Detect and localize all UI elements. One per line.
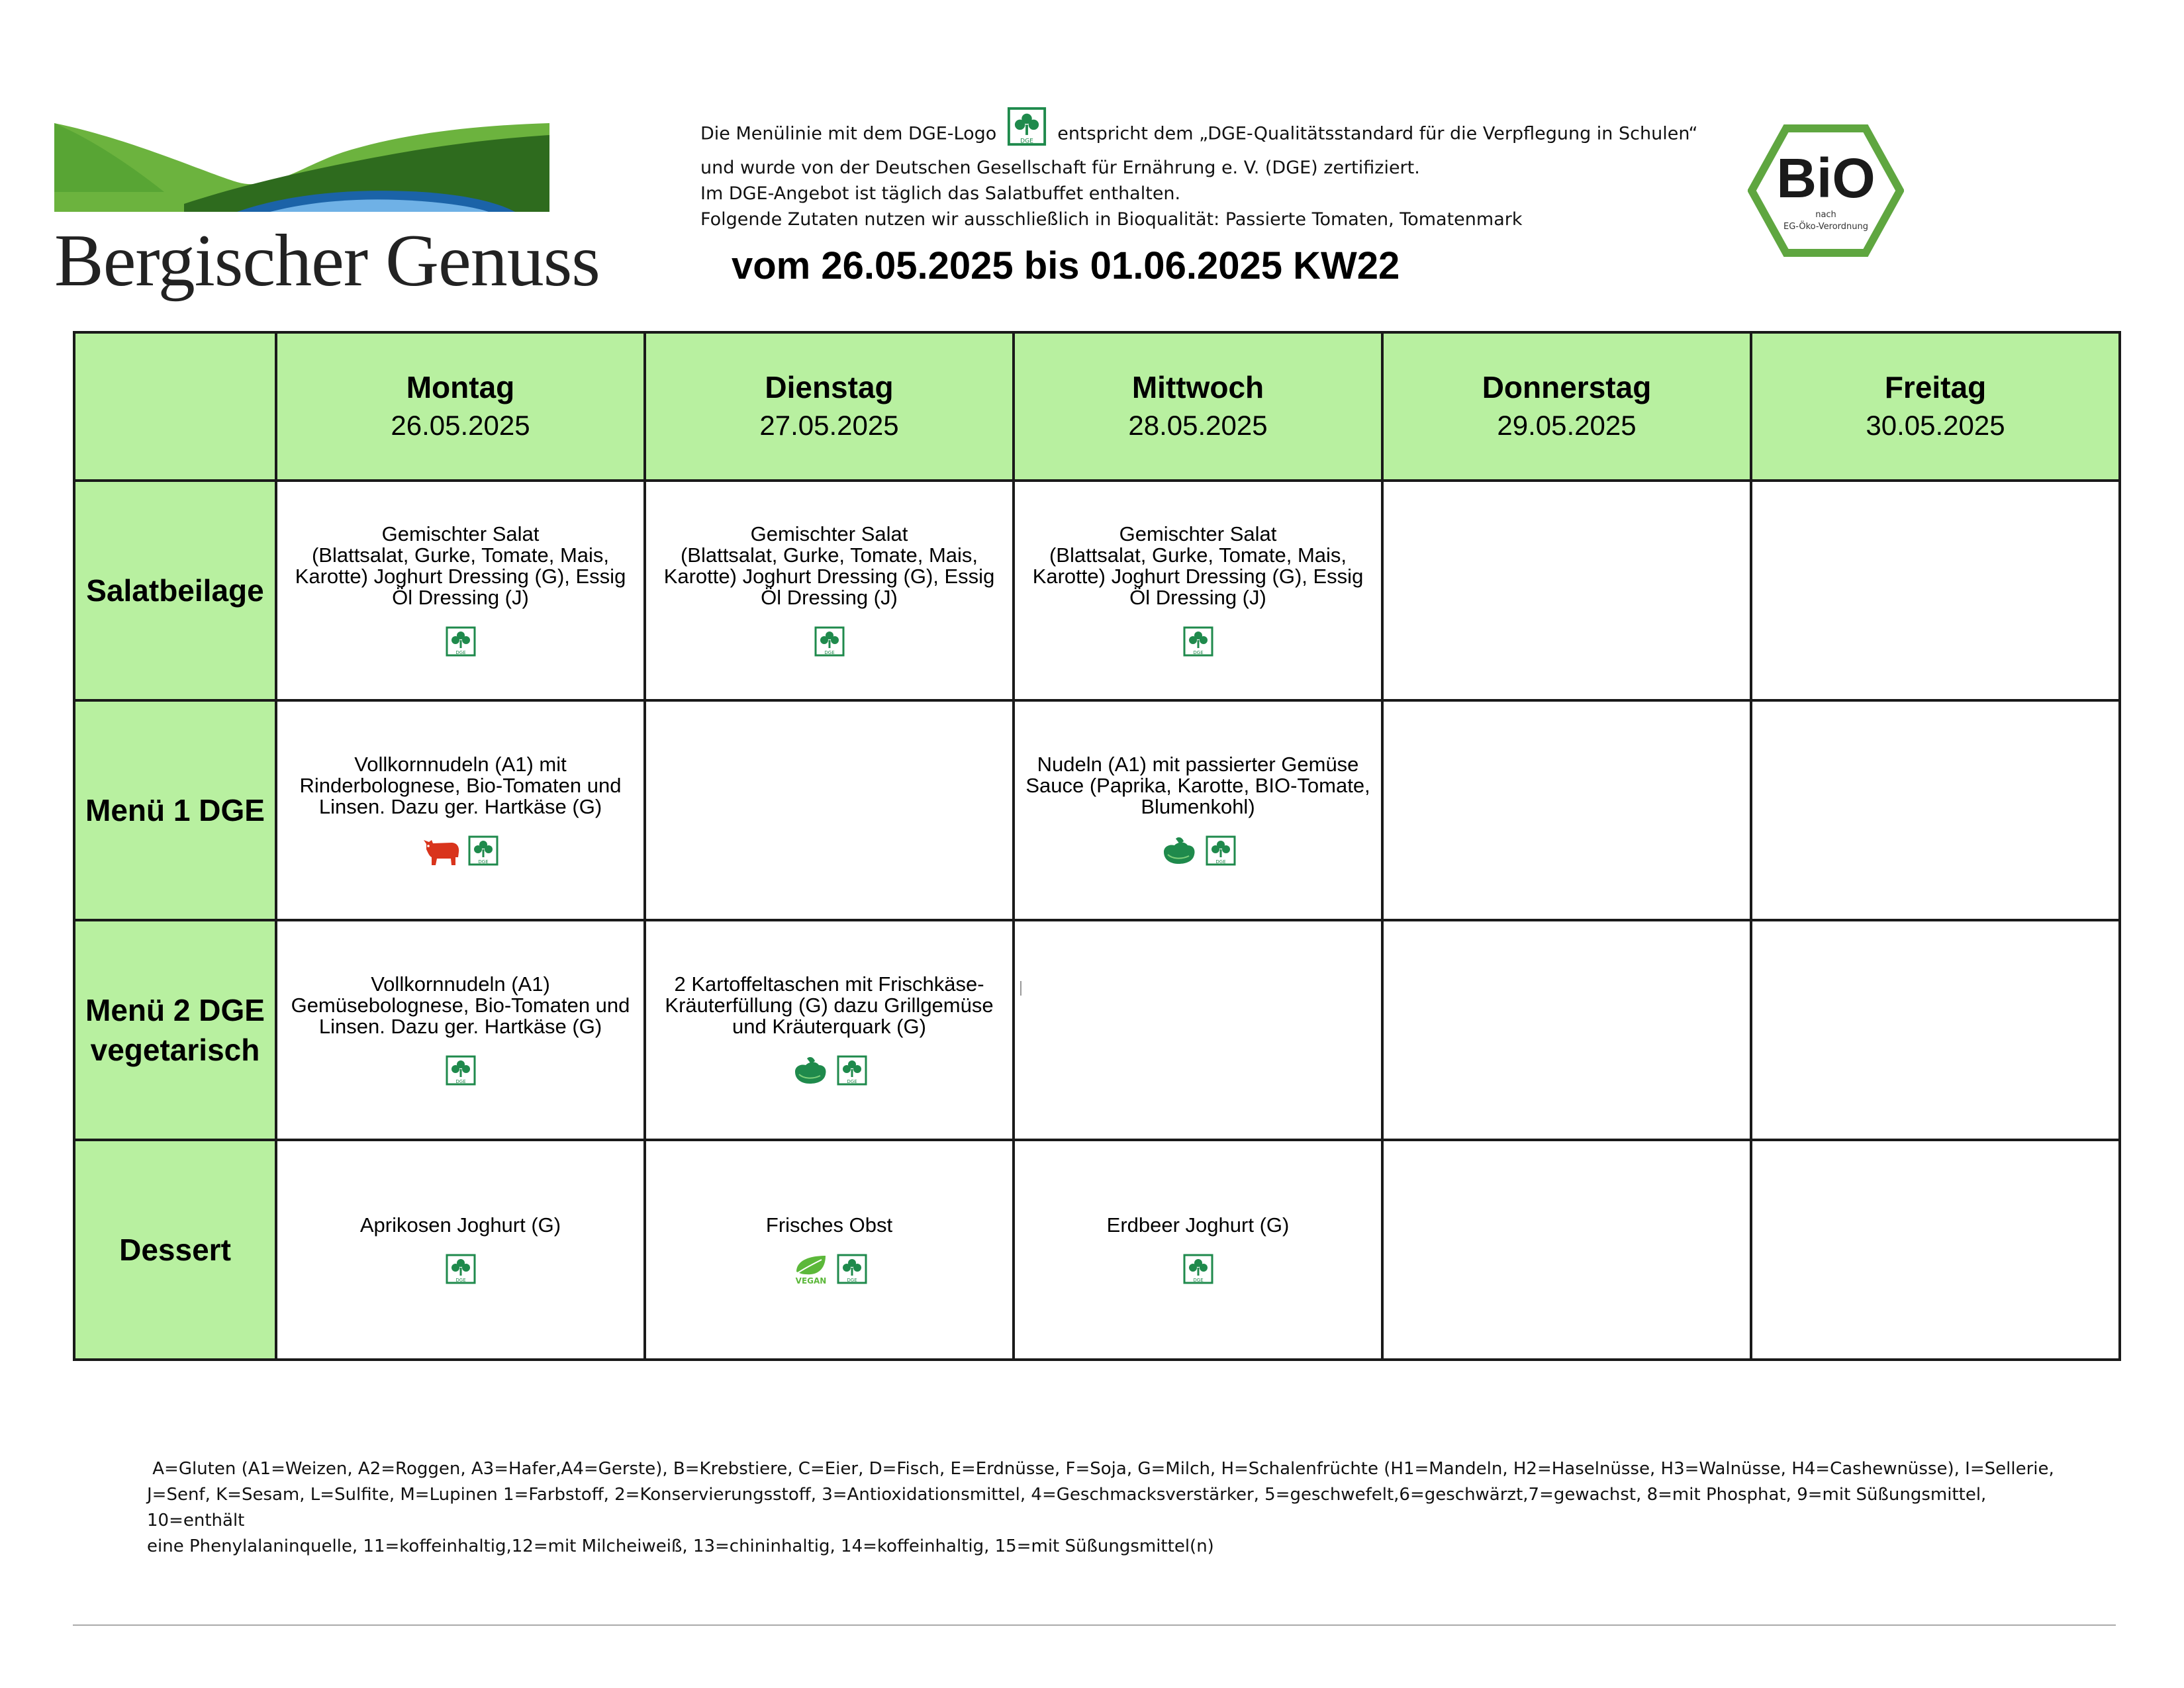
dish-icons <box>646 1253 1012 1285</box>
menu-cell <box>1014 1140 1382 1360</box>
dish-description: Nudeln (A1) mit passierter Gemüse Sauce (Paprika, Karotte, BIO-Tomate, Blumenkohl) <box>1025 753 1370 818</box>
svg-text:DGE: DGE <box>1192 650 1204 655</box>
svg-text:DGE: DGE <box>455 650 466 655</box>
menu-cell <box>1382 1140 1751 1360</box>
menu-cell <box>276 481 645 700</box>
svg-text:DGE: DGE <box>846 1278 857 1283</box>
dish-description: Erdbeer Joghurt (G) <box>1106 1213 1290 1237</box>
vegan-leaf-icon <box>791 1253 830 1285</box>
week-title: vom 26.05.2025 bis 01.06.2025 KW22 <box>732 244 1400 287</box>
menu-cell <box>1751 700 2120 920</box>
menu-cell <box>1014 481 1382 700</box>
svg-text:nach: nach <box>1815 210 1836 220</box>
menu-cell <box>1751 481 2120 700</box>
svg-text:DGE: DGE <box>455 1079 466 1084</box>
dish-description: Frisches Obst <box>765 1213 893 1237</box>
menu-cell <box>1382 700 1751 920</box>
day-header <box>276 332 645 481</box>
svg-text:EG-Öko-Verordnung: EG-Öko-Verordnung <box>1783 222 1868 232</box>
vegetables-icon <box>791 1055 830 1086</box>
dge-logo-icon <box>445 626 477 657</box>
dge-logo-icon <box>1182 1253 1214 1285</box>
day-name: Donnerstag <box>1482 370 1652 404</box>
svg-text:DGE: DGE <box>477 859 489 865</box>
menu-cell <box>1382 481 1751 700</box>
table-header-row <box>74 332 2120 481</box>
menu-cell <box>276 920 645 1140</box>
menu-row <box>74 1140 2120 1360</box>
menu-cell <box>645 920 1014 1140</box>
table-corner-cell <box>74 332 276 481</box>
dish-description: Vollkornnudeln (A1) mit Rinderbolognese, Bio-Tomaten und Linsen. Dazu ger. Hartkäse (G) <box>299 753 622 818</box>
svg-text:BiO: BiO <box>1776 147 1875 209</box>
svg-text:VEGAN: VEGAN <box>795 1276 826 1285</box>
dish-icons <box>277 835 643 867</box>
svg-text:DGE: DGE <box>1020 138 1034 145</box>
info-line-1-end: entspricht dem „DGE-Qualitätsstandard für die Verpflegung in Schulen“ <box>1057 123 1698 144</box>
logo-hills-graphic <box>52 119 555 225</box>
day-header <box>645 332 1014 481</box>
dish-description: Vollkornnudeln (A1) Gemüsebolognese, Bio-Tomaten und Linsen. Dazu ger. Hartkäse (G) <box>291 972 630 1038</box>
day-header <box>1382 332 1751 481</box>
dge-logo-icon <box>1003 106 1051 147</box>
row-label <box>74 481 276 700</box>
day-date: 28.05.2025 <box>1128 410 1268 441</box>
dish-description: Gemischter Salat (Blattsalat, Gurke, Tomate, Mais, Karotte) Joghurt Dressing (G), Essig Öl Dressing (J) <box>663 522 995 609</box>
day-name: Mittwoch <box>1131 370 1264 404</box>
text-cursor-mark <box>1020 981 1021 996</box>
day-name: Montag <box>406 370 515 404</box>
dish-icons <box>277 1055 643 1086</box>
row-label-line-1: Salatbeilage <box>86 573 264 608</box>
dish-icons <box>1015 1253 1381 1285</box>
svg-text:DGE: DGE <box>455 1278 466 1283</box>
svg-text:DGE: DGE <box>824 650 835 655</box>
menu-cell <box>1751 920 2120 1140</box>
dge-logo-icon <box>814 626 845 657</box>
dish-icons <box>1015 835 1381 867</box>
day-header <box>1751 332 2120 481</box>
menu-row <box>74 920 2120 1140</box>
row-label-line-1: Menü 2 DGE <box>85 993 265 1027</box>
allergen-line-3: eine Phenylalaninquelle, 11=koffeinhaltig,12=mit Milcheiweiß, 13=chininhaltig, 14=koffeinhaltig, 15=mit Süßungsmittel(n) <box>147 1536 1214 1556</box>
menu-cell <box>1382 920 1751 1140</box>
info-line-3: Im DGE-Angebot ist täglich das Salatbuffet enthalten. <box>700 183 1181 204</box>
allergen-legend <box>147 1456 2054 1560</box>
dish-description: Aprikosen Joghurt (G) <box>359 1213 561 1237</box>
svg-text:DGE: DGE <box>846 1079 857 1084</box>
menu-table <box>73 331 2121 1361</box>
info-line-2: und wurde von der Deutschen Gesellschaft für Ernährung e. V. (DGE) zertifiziert. <box>700 158 1420 178</box>
bottom-divider <box>73 1624 2116 1626</box>
day-date: 27.05.2025 <box>759 410 899 441</box>
menu-cell <box>276 1140 645 1360</box>
dish-icons <box>646 626 1012 657</box>
dge-logo-icon <box>445 1055 477 1086</box>
row-label <box>74 700 276 920</box>
menu-cell <box>645 481 1014 700</box>
menu-row <box>74 481 2120 700</box>
day-name: Dienstag <box>765 370 894 404</box>
dge-logo-icon <box>1182 626 1214 657</box>
row-label-line-2: vegetarisch <box>90 1033 260 1067</box>
row-label-line-1: Menü 1 DGE <box>85 793 265 827</box>
menu-cell <box>1014 920 1382 1140</box>
menu-row <box>74 700 2120 920</box>
day-date: 30.05.2025 <box>1866 410 2005 441</box>
day-date: 26.05.2025 <box>391 410 530 441</box>
day-date: 29.05.2025 <box>1497 410 1637 441</box>
day-header <box>1014 332 1382 481</box>
info-line-1-start: Die Menülinie mit dem DGE-Logo <box>700 123 997 144</box>
dge-logo-icon <box>467 835 499 867</box>
dge-logo-icon <box>836 1253 868 1285</box>
dish-icons <box>277 626 643 657</box>
vegetables-icon <box>1160 835 1198 867</box>
info-line-4: Folgende Zutaten nutzen wir ausschließlich in Bioqualität: Passierte Tomaten, Tomatenmark <box>700 209 1523 230</box>
cow-icon <box>422 835 461 867</box>
svg-text:DGE: DGE <box>1215 859 1226 865</box>
allergen-line-1: A=Gluten (A1=Weizen, A2=Roggen, A3=Hafer,A4=Gerste), B=Krebstiere, C=Eier, D=Fisch, E=Erdnüsse, F=Soja, G=Milch, H=Schalenfrüchte (H1=Mandeln, H2=Haselnüsse, H3=Walnüsse, H4=Cashewnüsse), I=Sellerie, <box>147 1459 2054 1479</box>
menu-cell <box>1751 1140 2120 1360</box>
menu-cell <box>1014 700 1382 920</box>
logo-text: Bergischer Genuss <box>54 220 600 302</box>
bergischer-genuss-logo <box>52 119 600 302</box>
dge-logo-icon <box>836 1055 868 1086</box>
dge-logo-icon <box>445 1253 477 1285</box>
menu-cell <box>645 700 1014 920</box>
row-label <box>74 920 276 1140</box>
dish-icons <box>646 1055 1012 1086</box>
menu-cell <box>645 1140 1014 1360</box>
dge-logo-icon <box>1205 835 1237 867</box>
row-label-line-1: Dessert <box>119 1233 231 1267</box>
dish-icons <box>277 1253 643 1285</box>
dish-description: 2 Kartoffeltaschen mit Frischkäse- Kräuterfüllung (G) dazu Grillgemüse und Kräuterquark (G) <box>665 972 994 1038</box>
svg-text:DGE: DGE <box>1192 1278 1204 1283</box>
dish-icons <box>1015 626 1381 657</box>
menu-cell <box>276 700 645 920</box>
day-name: Freitag <box>1884 370 1987 404</box>
info-line-1 <box>700 114 1733 155</box>
row-label <box>74 1140 276 1360</box>
allergen-line-2: J=Senf, K=Sesam, L=Sulfite, M=Lupinen 1=Farbstoff, 2=Konservierungsstoff, 3=Antioxidationsmittel, 4=Geschmacksverstärker, 5=geschwefelt,6=geschwärzt,7=gewachst, 8=mit Phosphat, 9=mit Süßungsmittel, 10=enthält <box>147 1485 1987 1530</box>
dish-description: Gemischter Salat (Blattsalat, Gurke, Tomate, Mais, Karotte) Joghurt Dressing (G), Essig Öl Dressing (J) <box>295 522 626 609</box>
dish-description: Gemischter Salat (Blattsalat, Gurke, Tomate, Mais, Karotte) Joghurt Dressing (G), Essig Öl Dressing (J) <box>1032 522 1364 609</box>
dge-info-text <box>700 114 1733 232</box>
bio-seal <box>1748 124 1904 257</box>
